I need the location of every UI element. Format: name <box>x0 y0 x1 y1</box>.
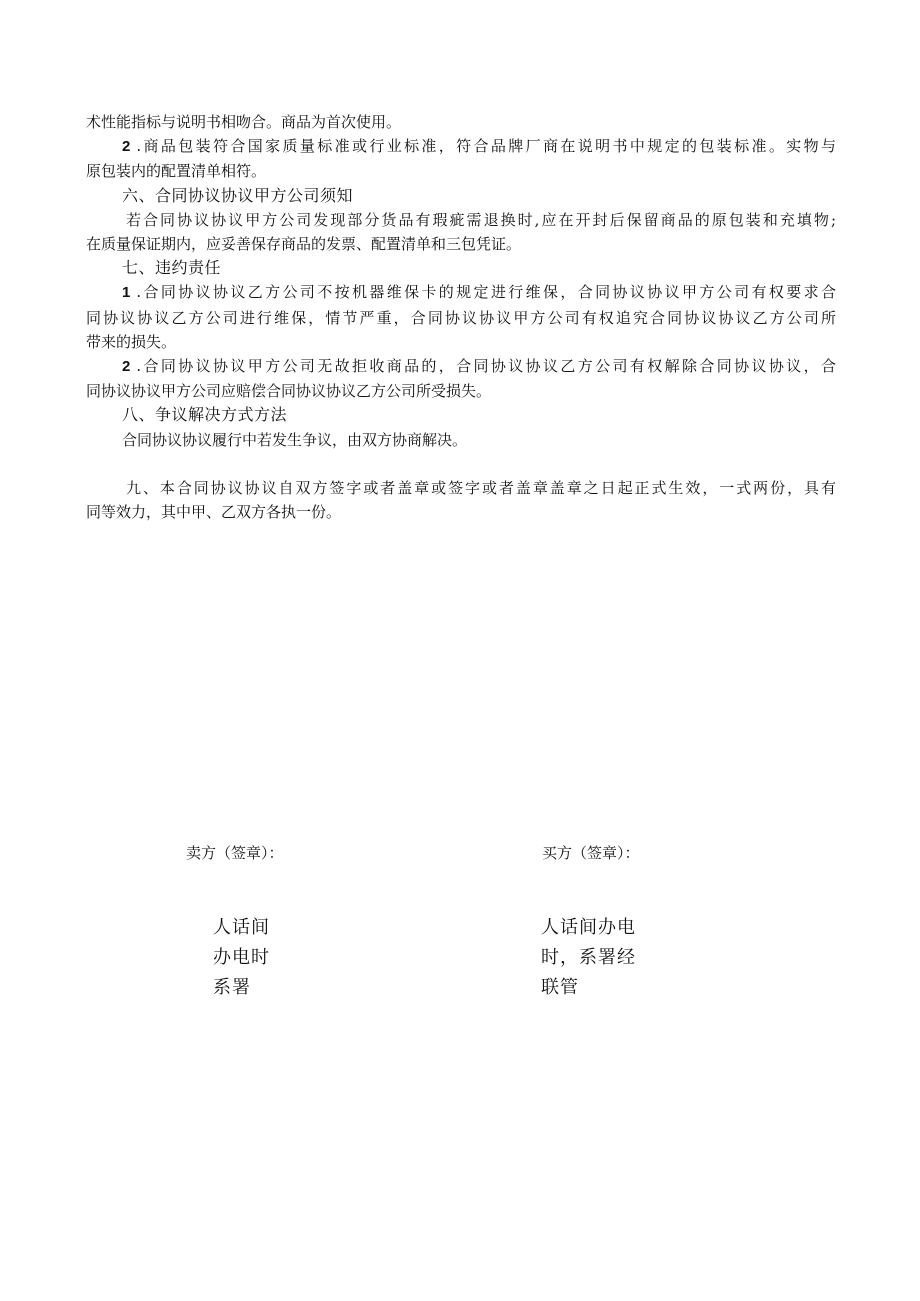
line-text: 在质量保证期内，应妥善保存商品的发票、配置清单和三包凭证。 <box>86 235 522 254</box>
line-text: 七、违约责任 <box>122 258 222 278</box>
line-text: .合同协议协议甲方公司无故拒收商品的，合同协议协议乙方公司有权解除合同协议协议，合 <box>136 357 836 376</box>
body-line <box>86 134 836 159</box>
line-text: 同等效力，其中甲、乙双方各执一份。 <box>86 503 342 522</box>
item-number: 1 <box>122 284 131 302</box>
buyer-signature-label: 买方（签章）： <box>542 844 640 862</box>
contact-line: 人话间办电 <box>541 917 636 938</box>
body-line <box>86 184 836 208</box>
body-line <box>86 208 836 232</box>
buyer-contact-block <box>541 913 636 998</box>
contact-line: 人话间 <box>213 917 270 938</box>
body-line <box>86 159 836 183</box>
line-text: 术性能指标与说明书相吻合。商品为首次使用。 <box>86 113 402 131</box>
line-text: 若合同协议协议甲方公司发现部分货品有瑕疵需退换时,应在开封后保留商品的原包装和充填物; <box>126 210 836 229</box>
line-text: 九、本合同协议协议自双方签字或者盖章或签字或者盖章盖章之日起正式生效，一式两份，具有 <box>126 478 836 497</box>
seller-contact-block <box>213 913 270 998</box>
body-line <box>86 232 836 256</box>
line-text: 同协议协议乙方公司进行维保，情节严重，合同协议协议甲方公司有权追究合同协议协议乙方公司所 <box>86 308 836 327</box>
body-line <box>86 500 836 524</box>
contract-body <box>86 110 836 524</box>
line-text: .商品包装符合国家质量标准或行业标准，符合品牌厂商在说明书中规定的包装标准。实物与 <box>136 137 836 156</box>
contact-line: 联管 <box>541 977 579 998</box>
body-line <box>86 330 836 354</box>
line-text: 合同协议协议履行中若发生争议，由双方协商解决。 <box>122 430 468 449</box>
body-line <box>86 379 836 403</box>
contact-line: 时，系署经 <box>541 947 636 968</box>
body-line <box>86 476 836 500</box>
item-number: 2 <box>122 138 131 156</box>
contact-line: 办电时 <box>213 947 270 968</box>
line-text: 带来的损失。 <box>86 332 177 351</box>
body-line <box>86 110 836 134</box>
line-text: .合同协议协议乙方公司不按机器维保卡的规定进行维保，合同协议协议甲方公司有权要求合 <box>136 283 836 302</box>
body-line <box>86 256 836 280</box>
line-text: 同协议协议甲方公司应赔偿合同协议协议乙方公司所受损失。 <box>86 382 492 401</box>
body-line <box>86 280 836 305</box>
seller-signature-label: 卖方（签章）： <box>186 844 284 862</box>
body-line <box>86 354 836 379</box>
item-number: 2 <box>122 358 131 376</box>
body-line <box>86 403 836 427</box>
line-text: 原包装内的配置清单相符。 <box>86 162 267 181</box>
contact-line: 系署 <box>213 977 251 998</box>
line-text: 六、合同协议协议甲方公司须知 <box>122 185 354 205</box>
line-text: 八、争议解决方式方法 <box>122 405 288 425</box>
paragraph-gap <box>86 452 836 476</box>
body-line <box>86 428 836 452</box>
body-line <box>86 306 836 330</box>
